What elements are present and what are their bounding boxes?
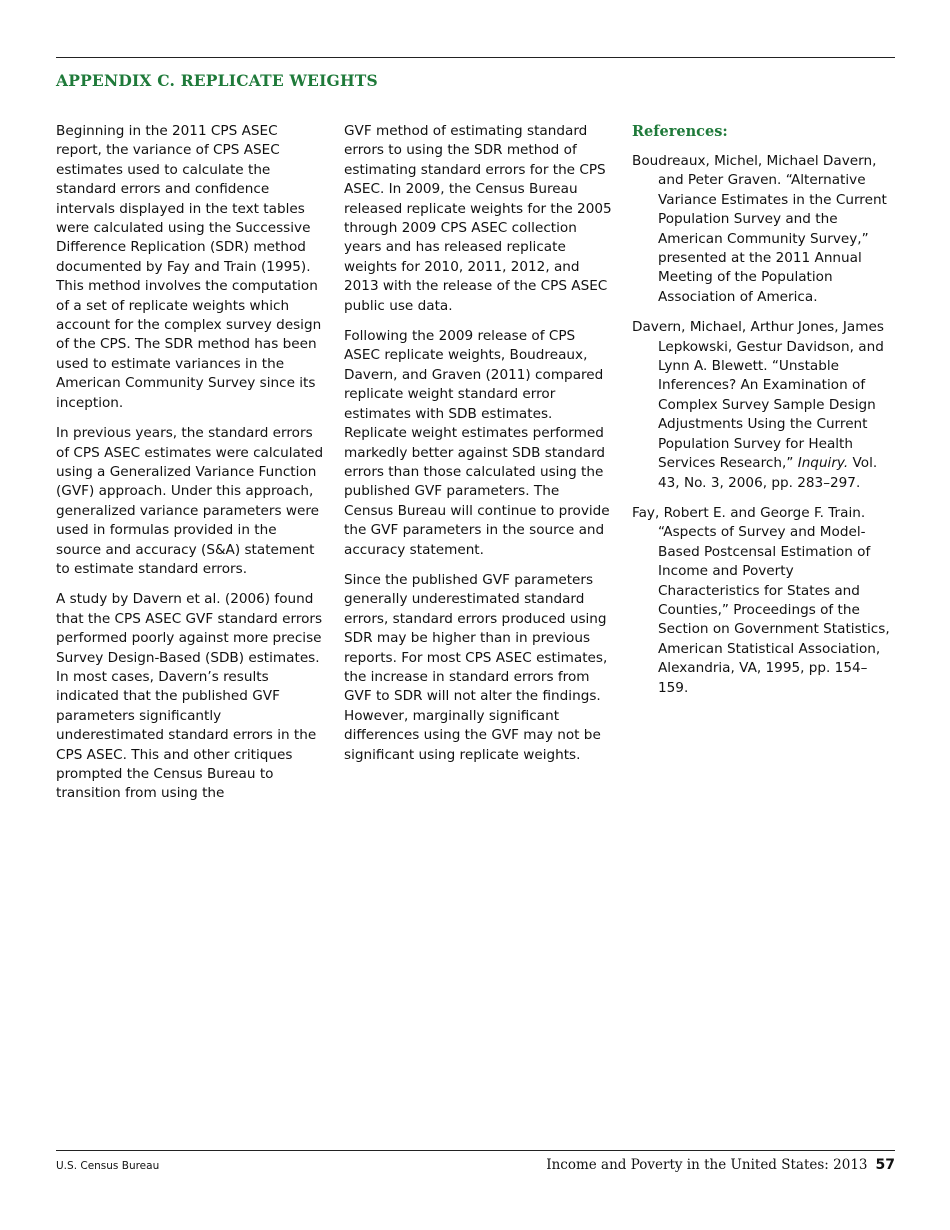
footer-running-title (546, 1157, 895, 1173)
reference-item (632, 318, 897, 493)
paragraph: A study by Davern et al. (2006) found that the CPS ASEC GVF standard errors performed poorly against more precise Survey Design-Based (SDB) estimates. In most cases, Davern’s results indicated that the published GVF parameters significantly underestimated standard errors in the CPS ASEC. This and other critiques prompted the Census Bureau to transition from using the (56, 591, 323, 802)
references-heading: References: (632, 123, 728, 140)
paragraph: Following the 2009 release of CPS ASEC replicate weights, Boudreaux, Davern, and Graven (2011) compared replicate weight standard error estimates with SDB estimates. Replicate weight estimates performed markedly better against SDB standard errors than those calculated using the published GVF parameters. The Census Bureau will continue to provide the GVF parameters in the source and accuracy statement. (344, 328, 610, 558)
footer-publisher: U.S. Census Bureau (56, 1160, 160, 1172)
paragraph: Since the published GVF parameters generally underestimated standard errors, standard errors produced using SDR may be higher than in previous reports. For most CPS ASEC estimates, the increase in standard errors from GVF to SDR will not alter the findings. However, marginally significant differences using the GVF may not be significant using replicate weights. (344, 571, 608, 763)
body-column-2 (344, 122, 612, 776)
reference-text: Vol. 43, No. 3, 2006, pp. 283–297. (658, 455, 878, 491)
references-column (632, 122, 897, 709)
reference-item: Fay, Robert E. and George F. Train. “Aspects of Survey and Model-Based Postcensal Estimation of Income and Poverty Characteristics for States and Counties,” Proceedings of the Section on Government Statistics, American Statistical Association, Alexandria, VA, 1995, pp. 154–159. (632, 504, 890, 696)
page-title: APPENDIX C. REPLICATE WEIGHTS (56, 71, 378, 90)
bottom-rule (56, 1150, 895, 1151)
reference-item: Boudreaux, Michel, Michael Davern, and Peter Graven. “Alternative Variance Estimates in the Current Population Survey and the American Community Survey,” presented at the 2011 Annual Meeting of the Population Association of America. (632, 153, 887, 305)
body-column-1 (56, 122, 324, 815)
paragraph: Beginning in the 2011 CPS ASEC report, the variance of CPS ASEC estimates used to calculate the standard errors and confidence intervals displayed in the text tables were calculated using the Successive Difference Replication (SDR) method documented by Fay and Train (1995). This method involves the computation of a set of replicate weights which account for the complex survey design of the CPS. The SDR method has been used to estimate variances in the American Community Survey since its inception. (56, 123, 322, 411)
paragraph: In previous years, the standard errors of CPS ASEC estimates were calculated using a Generalized Variance Function (GVF) approach. Under this approach, generalized variance parameters were used in formulas provided in the source and accuracy (S&A) statement to estimate standard errors. (56, 425, 324, 577)
report-title: Income and Poverty in the United States: 2013 (546, 1157, 868, 1173)
top-rule (56, 57, 895, 58)
reference-text: Davern, Michael, Arthur Jones, James Lepkowski, Gestur Davidson, and Lynn A. Blewett. “Unstable Inferences? An Examination of Complex Survey Sample Design Adjustments Using the Current Population Survey for Health Services Research,” (632, 319, 884, 472)
paragraph: GVF method of estimating standard errors to using the SDR method of estimating standard errors for the CPS ASEC. In 2009, the Census Bureau released replicate weights for the 2005 through 2009 CPS ASEC collection years and has released replicate weights for 2010, 2011, 2012, and 2013 with the release of the CPS ASEC public use data. (344, 123, 612, 314)
page-number: 57 (875, 1157, 895, 1173)
journal-title: Inquiry. (797, 455, 849, 472)
